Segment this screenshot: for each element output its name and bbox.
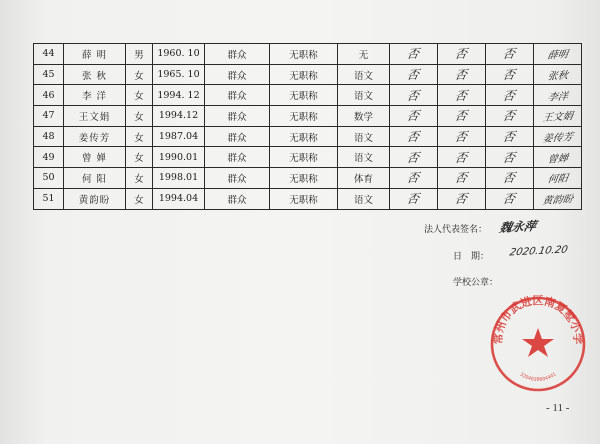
vote-signature-1-cell (390, 126, 438, 147)
professional-title-cell: 无职称 (270, 106, 338, 127)
school-seal-stamp (488, 294, 588, 394)
teacher-name-cell: 张 秋 (64, 64, 126, 85)
teacher-name-cell: 李 洋 (64, 85, 126, 106)
svg-text:常州市武进区南夏墅小学: 常州市武进区南夏墅小学 (491, 294, 585, 345)
row-number-cell: 48 (34, 126, 64, 147)
political-status-cell: 群众 (205, 85, 270, 106)
vote-signature-3: 否 (502, 67, 517, 83)
vote-signature-3: 否 (502, 171, 517, 186)
vote-signature-2-cell (438, 188, 486, 209)
professional-title-cell: 无职称 (270, 188, 338, 209)
vote-signature-3-cell (486, 44, 534, 65)
subject-cell: 语文 (338, 64, 390, 85)
political-status-cell: 群众 (205, 44, 270, 65)
subject-cell: 语文 (338, 126, 390, 147)
birth-date-cell: 1994.12 (153, 106, 205, 127)
school-seal-label: 学校公章： (453, 278, 499, 288)
professional-title-cell: 无职称 (270, 85, 338, 106)
vote-signature-2: 否 (454, 46, 469, 62)
subject-cell: 数学 (338, 106, 390, 127)
table-row (34, 106, 582, 127)
political-status-cell: 群众 (205, 188, 270, 209)
row-number-cell: 51 (34, 188, 64, 209)
gender-cell: 女 (126, 147, 153, 168)
table-row (34, 64, 582, 85)
row-number-cell: 46 (34, 85, 64, 106)
table-row (34, 168, 582, 189)
vote-signature-2-cell (438, 147, 486, 168)
teacher-signature: 王文娟 (541, 111, 574, 125)
professional-title-cell: 无职称 (270, 168, 338, 189)
vote-signature-2: 否 (454, 88, 469, 104)
table-row (34, 44, 582, 65)
teacher-signature-cell (534, 106, 582, 127)
teacher-signature-cell (534, 188, 582, 209)
vote-signature-3-cell (486, 106, 534, 127)
row-number-cell: 47 (34, 106, 64, 127)
teacher-signature: 黄韵盼 (541, 194, 574, 208)
teacher-name-cell: 薛 明 (64, 44, 126, 65)
vote-signature-2: 否 (454, 150, 469, 166)
vote-signature-2-cell (438, 44, 486, 65)
teacher-signature-cell (534, 126, 582, 147)
table-row (34, 147, 582, 168)
gender-cell: 女 (126, 64, 153, 85)
vote-signature-2-cell (438, 85, 486, 106)
page-number: - 11 - (546, 402, 570, 414)
vote-signature-1-cell (390, 188, 438, 209)
vote-signature-1-cell (390, 147, 438, 168)
gender-cell: 女 (126, 188, 153, 209)
date-value: 2020.10.20 (508, 244, 569, 259)
political-status-cell: 群众 (205, 106, 270, 127)
vote-signature-1: 否 (406, 150, 421, 166)
vote-signature-1: 否 (406, 109, 421, 124)
teacher-signature-cell (534, 44, 582, 65)
teacher-signature: 张秋 (546, 70, 569, 83)
teacher-name-cell: 曾 婵 (64, 147, 126, 168)
rep-signature: 魏永萍 (498, 219, 538, 235)
row-number-cell: 45 (34, 64, 64, 85)
birth-date-cell: 1990.01 (153, 147, 205, 168)
vote-signature-3: 否 (502, 88, 517, 104)
vote-signature-3: 否 (502, 46, 517, 62)
vote-signature-2: 否 (454, 171, 469, 186)
teacher-name-cell: 何 阳 (64, 168, 126, 189)
vote-signature-2-cell (438, 168, 486, 189)
vote-signature-2-cell (438, 106, 486, 127)
vote-signature-1: 否 (406, 88, 421, 104)
row-number-cell: 49 (34, 147, 64, 168)
birth-date-cell: 1994. 12 (153, 85, 205, 106)
teacher-signature: 曾婵 (546, 153, 569, 166)
row-number-cell: 50 (34, 168, 64, 189)
professional-title-cell: 无职称 (270, 44, 338, 65)
vote-signature-2-cell (438, 64, 486, 85)
vote-signature-3-cell (486, 188, 534, 209)
teacher-signature: 薛明 (546, 49, 569, 63)
vote-signature-2: 否 (454, 191, 469, 207)
vote-signature-1: 否 (406, 46, 421, 62)
vote-signature-1-cell (390, 64, 438, 85)
vote-signature-1: 否 (406, 191, 421, 207)
vote-signature-2-cell (438, 126, 486, 147)
birth-date-cell: 1998.01 (153, 168, 205, 189)
teacher-signature: 李洋 (546, 91, 569, 104)
vote-signature-1: 否 (406, 171, 421, 186)
teacher-signature: 何阳 (546, 173, 569, 187)
row-number-cell: 44 (34, 44, 64, 65)
vote-signature-1: 否 (406, 129, 421, 145)
svg-text:3204030004441: 3204030004441 (518, 371, 558, 384)
professional-title-cell: 无职称 (270, 64, 338, 85)
vote-signature-3-cell (486, 168, 534, 189)
vote-signature-3: 否 (502, 191, 517, 207)
subject-cell: 体育 (338, 168, 390, 189)
gender-cell: 女 (126, 85, 153, 106)
subject-cell: 语文 (338, 188, 390, 209)
gender-cell: 女 (126, 168, 153, 189)
teacher-name-cell: 王文娟 (64, 106, 126, 127)
staff-table (33, 43, 582, 210)
teacher-signature-cell (534, 64, 582, 85)
vote-signature-3-cell (486, 147, 534, 168)
vote-signature-1-cell (390, 44, 438, 65)
teacher-signature: 姜传芳 (541, 132, 574, 146)
teacher-name-cell: 姜传芳 (64, 126, 126, 147)
vote-signature-3: 否 (502, 109, 517, 124)
birth-date-cell: 1987.04 (153, 126, 205, 147)
vote-signature-2: 否 (454, 67, 469, 83)
birth-date-cell: 1960. 10 (153, 44, 205, 65)
teacher-signature-cell (534, 168, 582, 189)
table-row (34, 188, 582, 209)
professional-title-cell: 无职称 (270, 126, 338, 147)
subject-cell: 语文 (338, 85, 390, 106)
teacher-signature-cell (534, 147, 582, 168)
political-status-cell: 群众 (205, 64, 270, 85)
rep-signature-label: 法人代表签名： (424, 225, 488, 235)
political-status-cell: 群众 (205, 147, 270, 168)
vote-signature-3: 否 (502, 150, 517, 166)
birth-date-cell: 1994.04 (153, 188, 205, 209)
gender-cell: 男 (126, 44, 153, 65)
political-status-cell: 群众 (205, 126, 270, 147)
date-label: 日 期： (453, 252, 490, 262)
gender-cell: 女 (126, 126, 153, 147)
vote-signature-3: 否 (502, 129, 517, 145)
gender-cell: 女 (126, 106, 153, 127)
subject-cell: 无 (338, 44, 390, 65)
vote-signature-3-cell (486, 126, 534, 147)
teacher-name-cell: 黄韵盼 (64, 188, 126, 209)
vote-signature-3-cell (486, 85, 534, 106)
subject-cell: 语文 (338, 147, 390, 168)
vote-signature-1-cell (390, 106, 438, 127)
table-row (34, 85, 582, 106)
table-row (34, 126, 582, 147)
vote-signature-1-cell (390, 85, 438, 106)
vote-signature-1: 否 (406, 67, 421, 83)
vote-signature-1-cell (390, 168, 438, 189)
teacher-signature-cell (534, 85, 582, 106)
vote-signature-3-cell (486, 64, 534, 85)
professional-title-cell: 无职称 (270, 147, 338, 168)
birth-date-cell: 1965. 10 (153, 64, 205, 85)
political-status-cell: 群众 (205, 168, 270, 189)
vote-signature-2: 否 (454, 129, 469, 145)
vote-signature-2: 否 (454, 109, 469, 124)
